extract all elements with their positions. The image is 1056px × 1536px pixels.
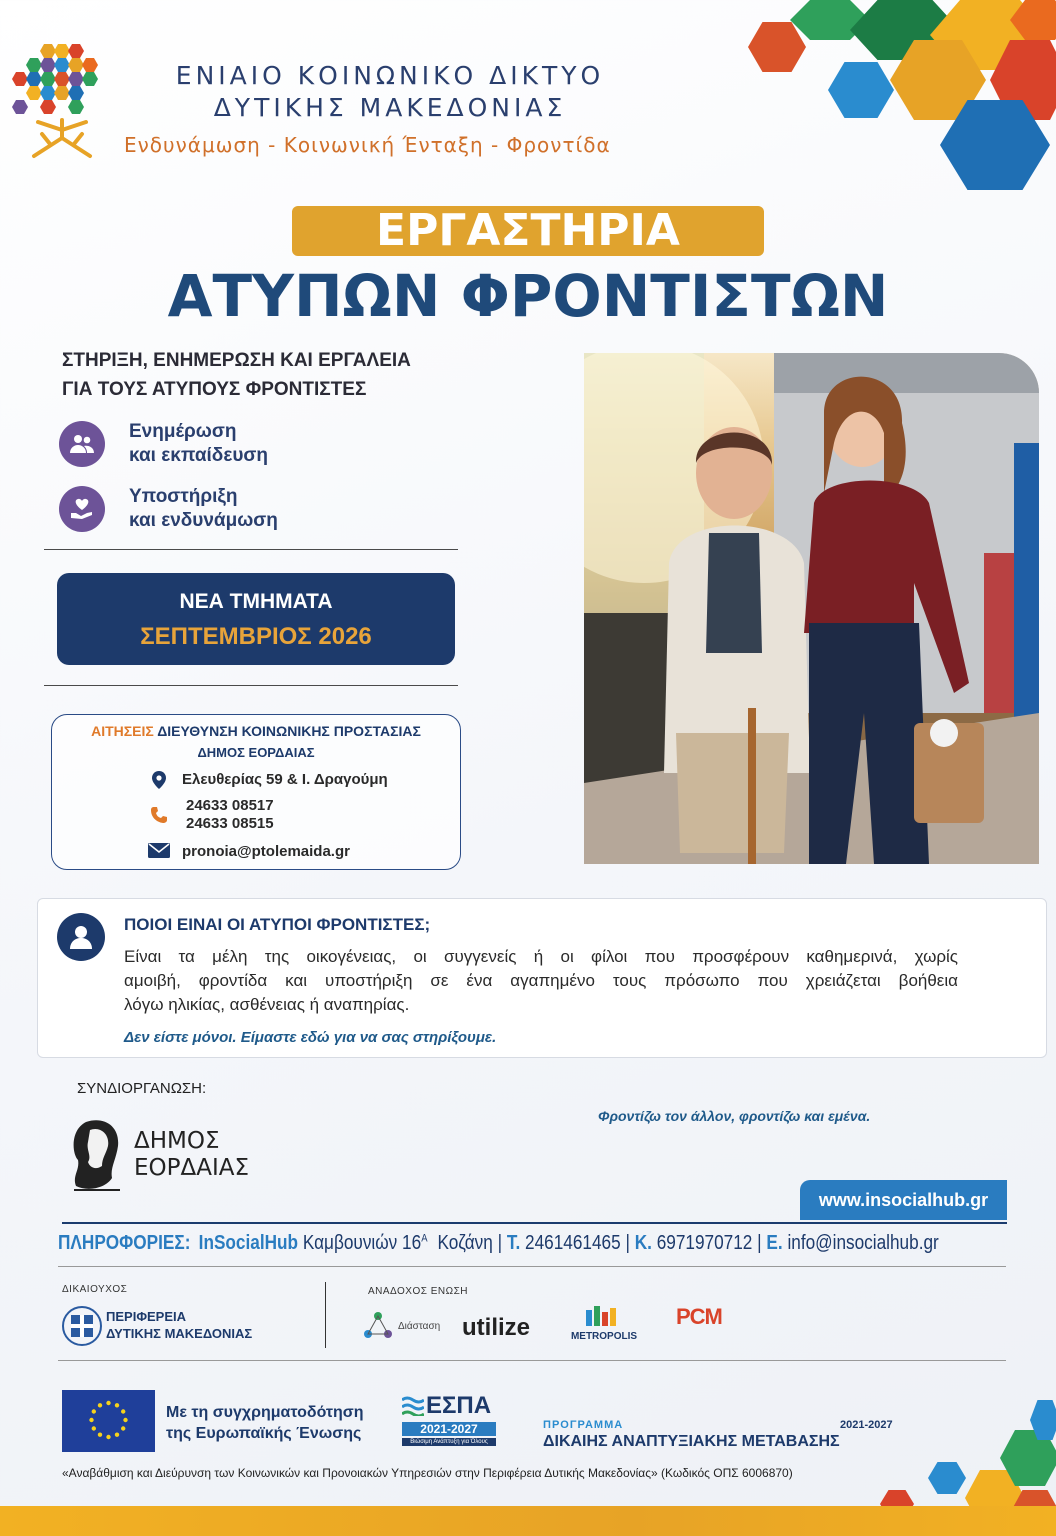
- address-text: Ελευθερίας 59 & Ι. Δραγούμη: [182, 771, 388, 788]
- org-title-line2: ΔΥΤΙΚΗΣ ΜΑΚΕΔΟΝΙΑΣ: [213, 93, 567, 122]
- address-row: [148, 771, 388, 789]
- eu-line1: Με τη συγχρηματοδότηση: [166, 1404, 364, 1421]
- applications-box: [51, 714, 461, 870]
- divider: [58, 1360, 1006, 1361]
- contact-bar: ΠΛΗΡΟΦΟΡΙΕΣ: InSocialHub Καμβουνιών $16^A$ Κοζάνη | Τ. 2461461465 | Κ. 6971970712 | Ε. info@insocialhub.gr: [58, 1232, 939, 1254]
- contact-address: Καμβουνιών 16: [302, 1232, 422, 1254]
- greek-emblem-icon: [62, 1306, 102, 1346]
- org-logo: [4, 38, 120, 160]
- feature-line2: και εκπαίδευση: [129, 445, 268, 466]
- new-classes-date: ΣΕΠΤΕΜΒΡΙΟΣ 2026: [140, 623, 372, 650]
- contractor-logo-utilize: utilize: [462, 1314, 531, 1341]
- divider: [44, 685, 458, 686]
- beneficiary-label: ΔΙΚΑΙΟΥΧΟΣ: [62, 1284, 128, 1295]
- website-link[interactable]: www.insocialhub.gr: [818, 1190, 989, 1210]
- contact-label: ΠΛΗΡΟΦΟΡΙΕΣ:: [58, 1232, 191, 1254]
- info-card: [37, 898, 1047, 1058]
- phone-row: [148, 797, 274, 833]
- envelope-icon: [148, 843, 170, 858]
- beneficiary-name: [106, 1308, 252, 1342]
- espa-sub: Βιώσιμη Ανάπτυξη για Όλους: [402, 1438, 496, 1446]
- phone-icon: [148, 806, 170, 824]
- espa-years: 2021-2027: [402, 1422, 496, 1436]
- org-tagline: Ενδυνάμωση - Κοινωνική Ένταξη - Φροντίδα: [124, 133, 611, 157]
- contractor-logo-diastasi-text: Διάσταση: [398, 1320, 441, 1332]
- heart-hand-icon: [59, 486, 105, 532]
- subtitle-line2: ΓΙΑ ΤΟΥΣ ΑΤΥΠΟΥΣ ΦΡΟΝΤΙΣΤΕΣ: [62, 379, 367, 400]
- applications-municipality: ΔΗΜΟΣ ΕΟΡΔΑΙΑΣ: [197, 745, 315, 760]
- contractor-logo-diastasi: [362, 1310, 440, 1342]
- email-text[interactable]: pronoia@ptolemaida.gr: [182, 843, 350, 860]
- phone-number-2: 24633 08515: [186, 815, 274, 832]
- new-classes-box: [57, 573, 455, 665]
- subtitle-line1: ΣΤΗΡΙΞΗ, ΕΝΗΜΕΡΩΣΗ ΚΑΙ ΕΡΓΑΛΕΙΑ: [62, 350, 411, 371]
- municipality-name-line1: ΔΗΜΟΣ: [134, 1128, 220, 1154]
- user-icon: [57, 913, 105, 961]
- footer-line: [62, 1222, 1007, 1224]
- org-title-line1: ΕΝΙΑΙΟ ΚΟΙΝΩΝΙΚΟ ΔΙΚΤΥΟ: [175, 61, 605, 90]
- applications-department: ΔΙΕΥΘΥΝΣΗ ΚΟΙΝΩΝΙΚΗΣ ΠΡΟΣΤΑΣΙΑΣ: [157, 723, 421, 739]
- org-title: [160, 60, 620, 124]
- vertical-divider: [325, 1282, 326, 1348]
- contractor-logo-metropolis: [564, 1306, 644, 1340]
- contact-t-label: Τ.: [506, 1232, 521, 1254]
- contractor-label: ΑΝΑΔΟΧΟΣ ΕΝΩΣΗ: [368, 1286, 468, 1297]
- subtitle: [62, 346, 411, 404]
- espa-text: ΕΣΠΑ: [426, 1392, 492, 1419]
- contact-mobile: 6971970712: [656, 1232, 753, 1254]
- eu-cofunding-text: [166, 1402, 364, 1444]
- espa-logo: [402, 1392, 496, 1450]
- contact-k-label: Κ.: [634, 1232, 652, 1254]
- contact-phone: 2461461465: [525, 1232, 621, 1254]
- info-body-line2: αμοιβή, φροντίδα και υποστήριξη σε ένα αγαπημένο τους πρόσωπο που χρειάζεται βοήθεια: [124, 971, 958, 990]
- contact-address-sup: Α: [421, 1232, 428, 1245]
- workshop-title-bar: ΕΡΓΑΣΤΗΡΙΑ: [292, 206, 764, 256]
- project-description: «Αναβάθμιση και Διεύρυνση των Κοινωνικών και Προνοιακών Υπηρεσιών στην Περιφέρεια Δυτικής Μακεδονίας» (Κωδικός ΟΠΣ 6006870): [62, 1466, 793, 1480]
- motto: Φροντίζω τον άλλον, φροντίζω και εμένα.: [598, 1108, 871, 1124]
- email-row: [148, 843, 350, 860]
- info-body-line1: Είναι τα μέλη της οικογένειας, οι συγγενείς ή οι φίλοι που προσφέρουν καθημερινά, χωρίς: [124, 947, 958, 966]
- contact-org: InSocialHub: [198, 1232, 299, 1254]
- feature-line1: Ενημέρωση: [129, 421, 237, 442]
- location-pin-icon: [148, 771, 170, 789]
- co-organizer-label: ΣΥΝΔΙΟΡΓΑΝΩΣΗ:: [77, 1080, 207, 1097]
- feature-line2: και ενδυνάμωση: [129, 510, 278, 531]
- espa-waves-icon: [402, 1396, 424, 1416]
- program-label: ΠΡΟΓΡΑΜΜΑ: [543, 1419, 624, 1431]
- feature-line1: Υποστήριξη: [129, 486, 238, 507]
- eu-line2: της Ευρωπαϊκής Ένωσης: [166, 1425, 362, 1442]
- caregivers-photo: [584, 353, 1039, 864]
- contact-e-label: Ε.: [766, 1232, 783, 1254]
- beneficiary-line2: ΔΥΤΙΚΗΣ ΜΑΚΕΔΟΝΙΑΣ: [106, 1326, 253, 1341]
- feature-item: [59, 485, 278, 533]
- people-icon: [59, 421, 105, 467]
- info-body-line3: λόγω ηλικίας, ασθένειας ή αναπηρίας.: [124, 995, 410, 1014]
- contractor-logo-pcm: PCM: [676, 1304, 722, 1329]
- bottom-stripe: [0, 1506, 1056, 1536]
- website-badge[interactable]: [800, 1180, 1007, 1220]
- info-question: ΠΟΙΟΙ ΕΙΝΑΙ ΟΙ ΑΤΥΠΟΙ ΦΡΟΝΤΙΣΤΕΣ;: [124, 915, 431, 934]
- municipality-name-line2: ΕΟΡΔΑΙΑΣ: [134, 1155, 250, 1181]
- contact-city: Κοζάνη: [437, 1232, 493, 1254]
- program-years: 2021-2027: [840, 1419, 893, 1431]
- eu-flag: [62, 1390, 155, 1452]
- applications-label: ΑΙΤΗΣΕΙΣ: [91, 723, 154, 739]
- beneficiary-line1: ΠΕΡΙΦΕΡΕΙΑ: [106, 1309, 187, 1324]
- feature-item: [59, 420, 268, 468]
- municipality-logo: [66, 1116, 128, 1198]
- info-closing: Δεν είστε μόνοι. Είμαστε εδώ για να σας στηρίξουμε.: [124, 1029, 497, 1046]
- new-classes-label: ΝΕΑ ΤΜΗΜΑΤΑ: [179, 590, 333, 613]
- workshop-title: ΑΤΥΠΩΝ ΦΡΟΝΤΙΣΤΩΝ: [167, 262, 889, 330]
- divider: [58, 1266, 1006, 1267]
- contractor-logo-metropolis-text: METROPOLIS: [570, 1331, 638, 1342]
- network-icon: [362, 1310, 394, 1342]
- phone-number-1: 24633 08517: [186, 797, 274, 814]
- municipality-name: [134, 1128, 249, 1182]
- contact-email[interactable]: info@insocialhub.gr: [787, 1232, 939, 1254]
- program-name: ΔΙΚΑΙΗΣ ΑΝΑΠΤΥΞΙΑΚΗΣ ΜΕΤΑΒΑΣΗΣ: [543, 1433, 840, 1450]
- divider: [44, 549, 458, 550]
